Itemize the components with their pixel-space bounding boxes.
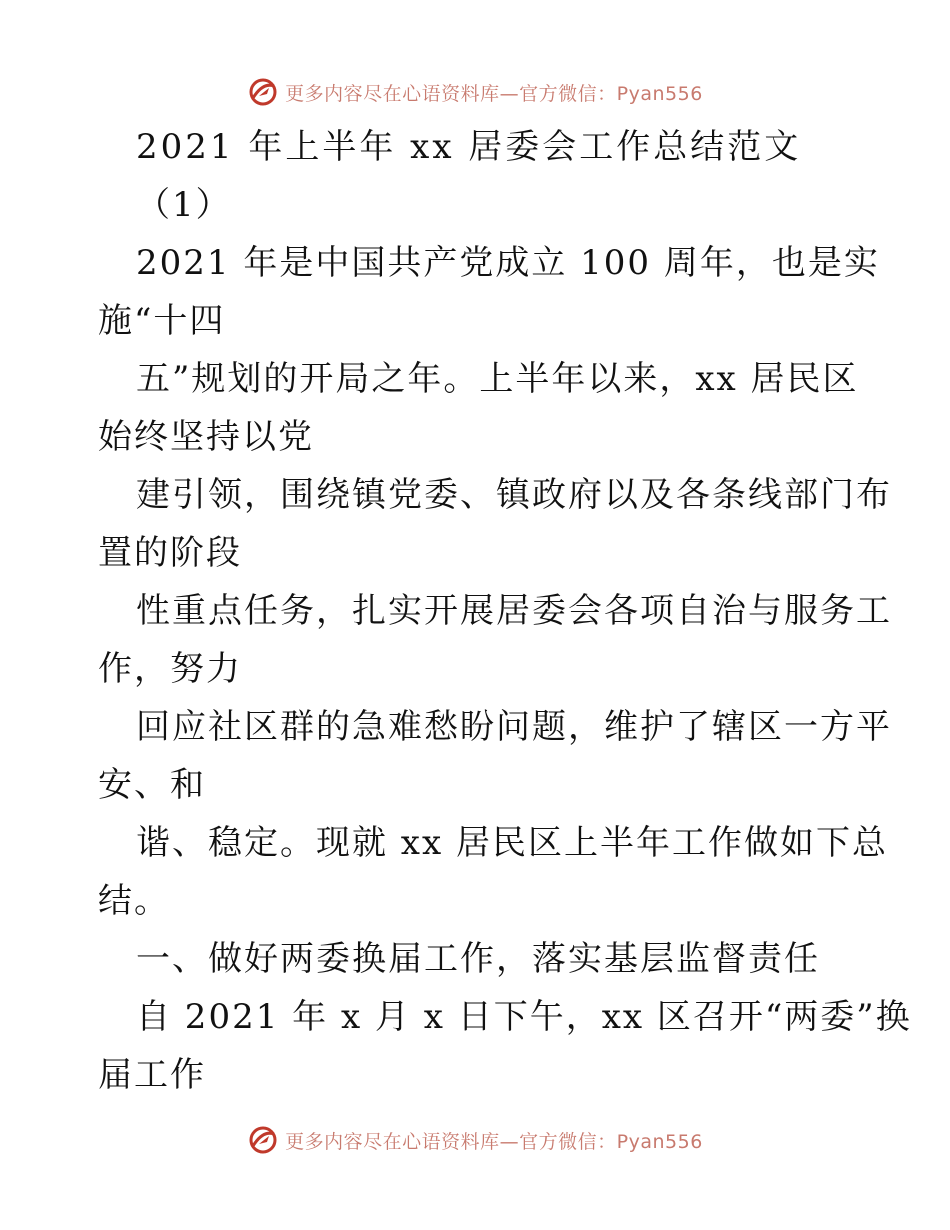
pen-swirl-logo-icon <box>247 76 279 108</box>
text-line: 结。 <box>98 881 170 921</box>
header-watermark <box>0 72 950 112</box>
document-title: 2021 年上半年 xx 居委会工作总结范文 <box>136 127 802 167</box>
text-line: 回应社区群的急难愁盼问题，维护了辖区一方平 <box>136 707 892 747</box>
watermark-text: 更多内容尽在心语资料库—官方微信：Pyan556 <box>285 1130 703 1153</box>
text-line: 始终坚持以党 <box>98 417 314 457</box>
watermark-text: 更多内容尽在心语资料库—官方微信：Pyan556 <box>285 82 703 105</box>
text-line: 置的阶段 <box>98 533 242 573</box>
text-line: 建引领，围绕镇党委、镇政府以及各条线部门布 <box>136 475 892 515</box>
pen-swirl-logo-icon <box>247 1124 279 1156</box>
text-line: 届工作 <box>98 1055 206 1095</box>
document-body <box>98 118 912 1104</box>
text-line: 一、做好两委换届工作，落实基层监督责任 <box>136 939 820 979</box>
text-line: 谐、稳定。现就 xx 居民区上半年工作做如下总 <box>136 823 888 863</box>
text-line: 2021 年是中国共产党成立 100 周年，也是实 <box>136 243 880 283</box>
text-line: 安、和 <box>98 765 206 805</box>
paragraph-lines <box>98 234 912 1104</box>
text-line: 性重点任务，扎实开展居委会各项自治与服务工 <box>136 591 892 631</box>
text-line: 自 2021 年 x 月 x 日下午，xx 区召开“两委”换 <box>136 997 912 1037</box>
text-line: 作，努力 <box>98 649 242 689</box>
text-line: 五”规划的开局之年。上半年以来，xx 居民区 <box>136 359 859 399</box>
text-line: 施“十四 <box>98 301 226 341</box>
footer-watermark <box>0 1120 950 1160</box>
document-subtitle: （1） <box>136 185 232 225</box>
